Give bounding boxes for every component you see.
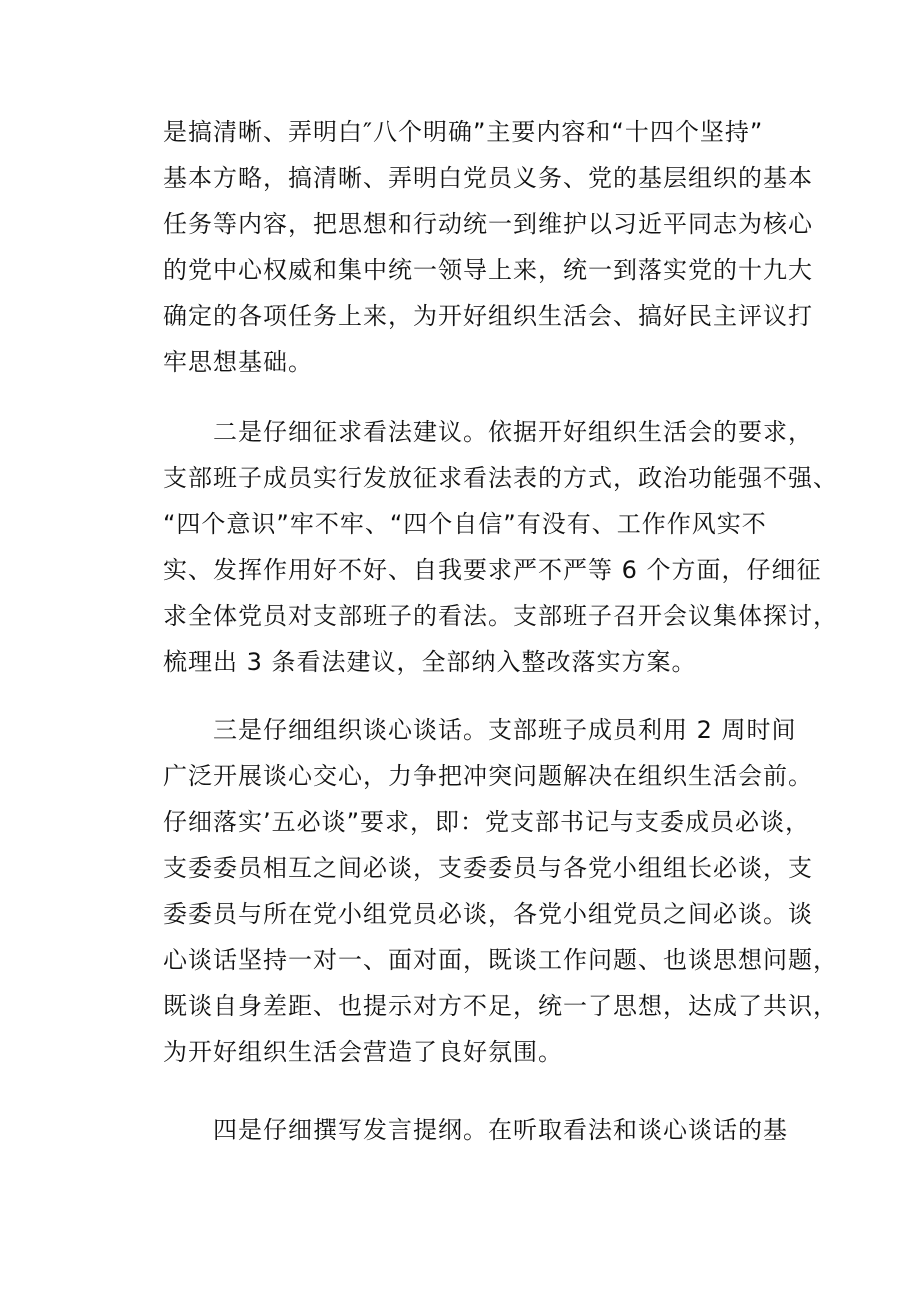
- text-line: 的党中心权威和集中统一领导上来，统一到落实党的十九大: [163, 256, 813, 284]
- text-line: 既谈自身差距、也提示对方不足，统一了思想，达成了共识，: [163, 992, 838, 1020]
- paragraph-1: [163, 109, 813, 385]
- text-line: 支部班子成员实行发放征求看法表的方式，政治功能强不强、: [163, 464, 838, 492]
- text-line: 广泛开展谈心交心，力争把冲突问题解决在组织生活会前。: [163, 762, 813, 790]
- paragraph-4: [163, 1107, 803, 1153]
- text-line: 心谈话坚持一对一、面对面，既谈工作问题、也谈思想问题，: [163, 946, 838, 974]
- text-line: 梳理出 3 条看法建议，全部纳入整改落实方案。: [163, 648, 697, 676]
- text-line: 支委委员相互之间必谈，支委委员与各党小组组长必谈，支: [163, 854, 813, 882]
- paragraph-2: [163, 409, 838, 685]
- text-line: 实、发挥作用好不好、自我要求严不严等 6 个方面，仔细征: [163, 556, 822, 584]
- text-line: 是搞清晰、弄明白″八个明确”主要内容和“十四个坚持”: [163, 118, 764, 146]
- text-line: 基本方略，搞清晰、弄明白党员义务、党的基层组织的基本: [163, 164, 813, 192]
- text-line: 四是仔细撰写发言提纲。在听取看法和谈心谈话的基: [163, 1116, 788, 1144]
- text-line: 仔细落实’五必谈”要求，即：党支部书记与支委成员必谈，: [163, 808, 811, 836]
- text-line: 为开好组织生活会营造了良好氛围。: [163, 1038, 563, 1066]
- text-line: 确定的各项任务上来，为开好组织生活会、搞好民主评议打: [163, 302, 813, 330]
- paragraph-3: [163, 707, 838, 1075]
- text-line: 牢思想基础。: [163, 348, 313, 376]
- text-line: 三是仔细组织谈心谈话。支部班子成员利用 2 周时间: [163, 716, 797, 744]
- text-line: “四个意识”牢不牢、“四个自信”有没有、工作作风实不: [163, 510, 767, 538]
- text-line: 任务等内容，把思想和行动统一到维护以习近平同志为核心: [163, 210, 813, 238]
- text-line: 求全体党员对支部班子的看法。支部班子召开会议集体探讨，: [163, 602, 838, 630]
- text-line: 二是仔细征求看法建议。依据开好组织生活会的要求，: [163, 418, 813, 446]
- text-line: 委委员与所在党小组党员必谈，各党小组党员之间必谈。谈: [163, 900, 813, 928]
